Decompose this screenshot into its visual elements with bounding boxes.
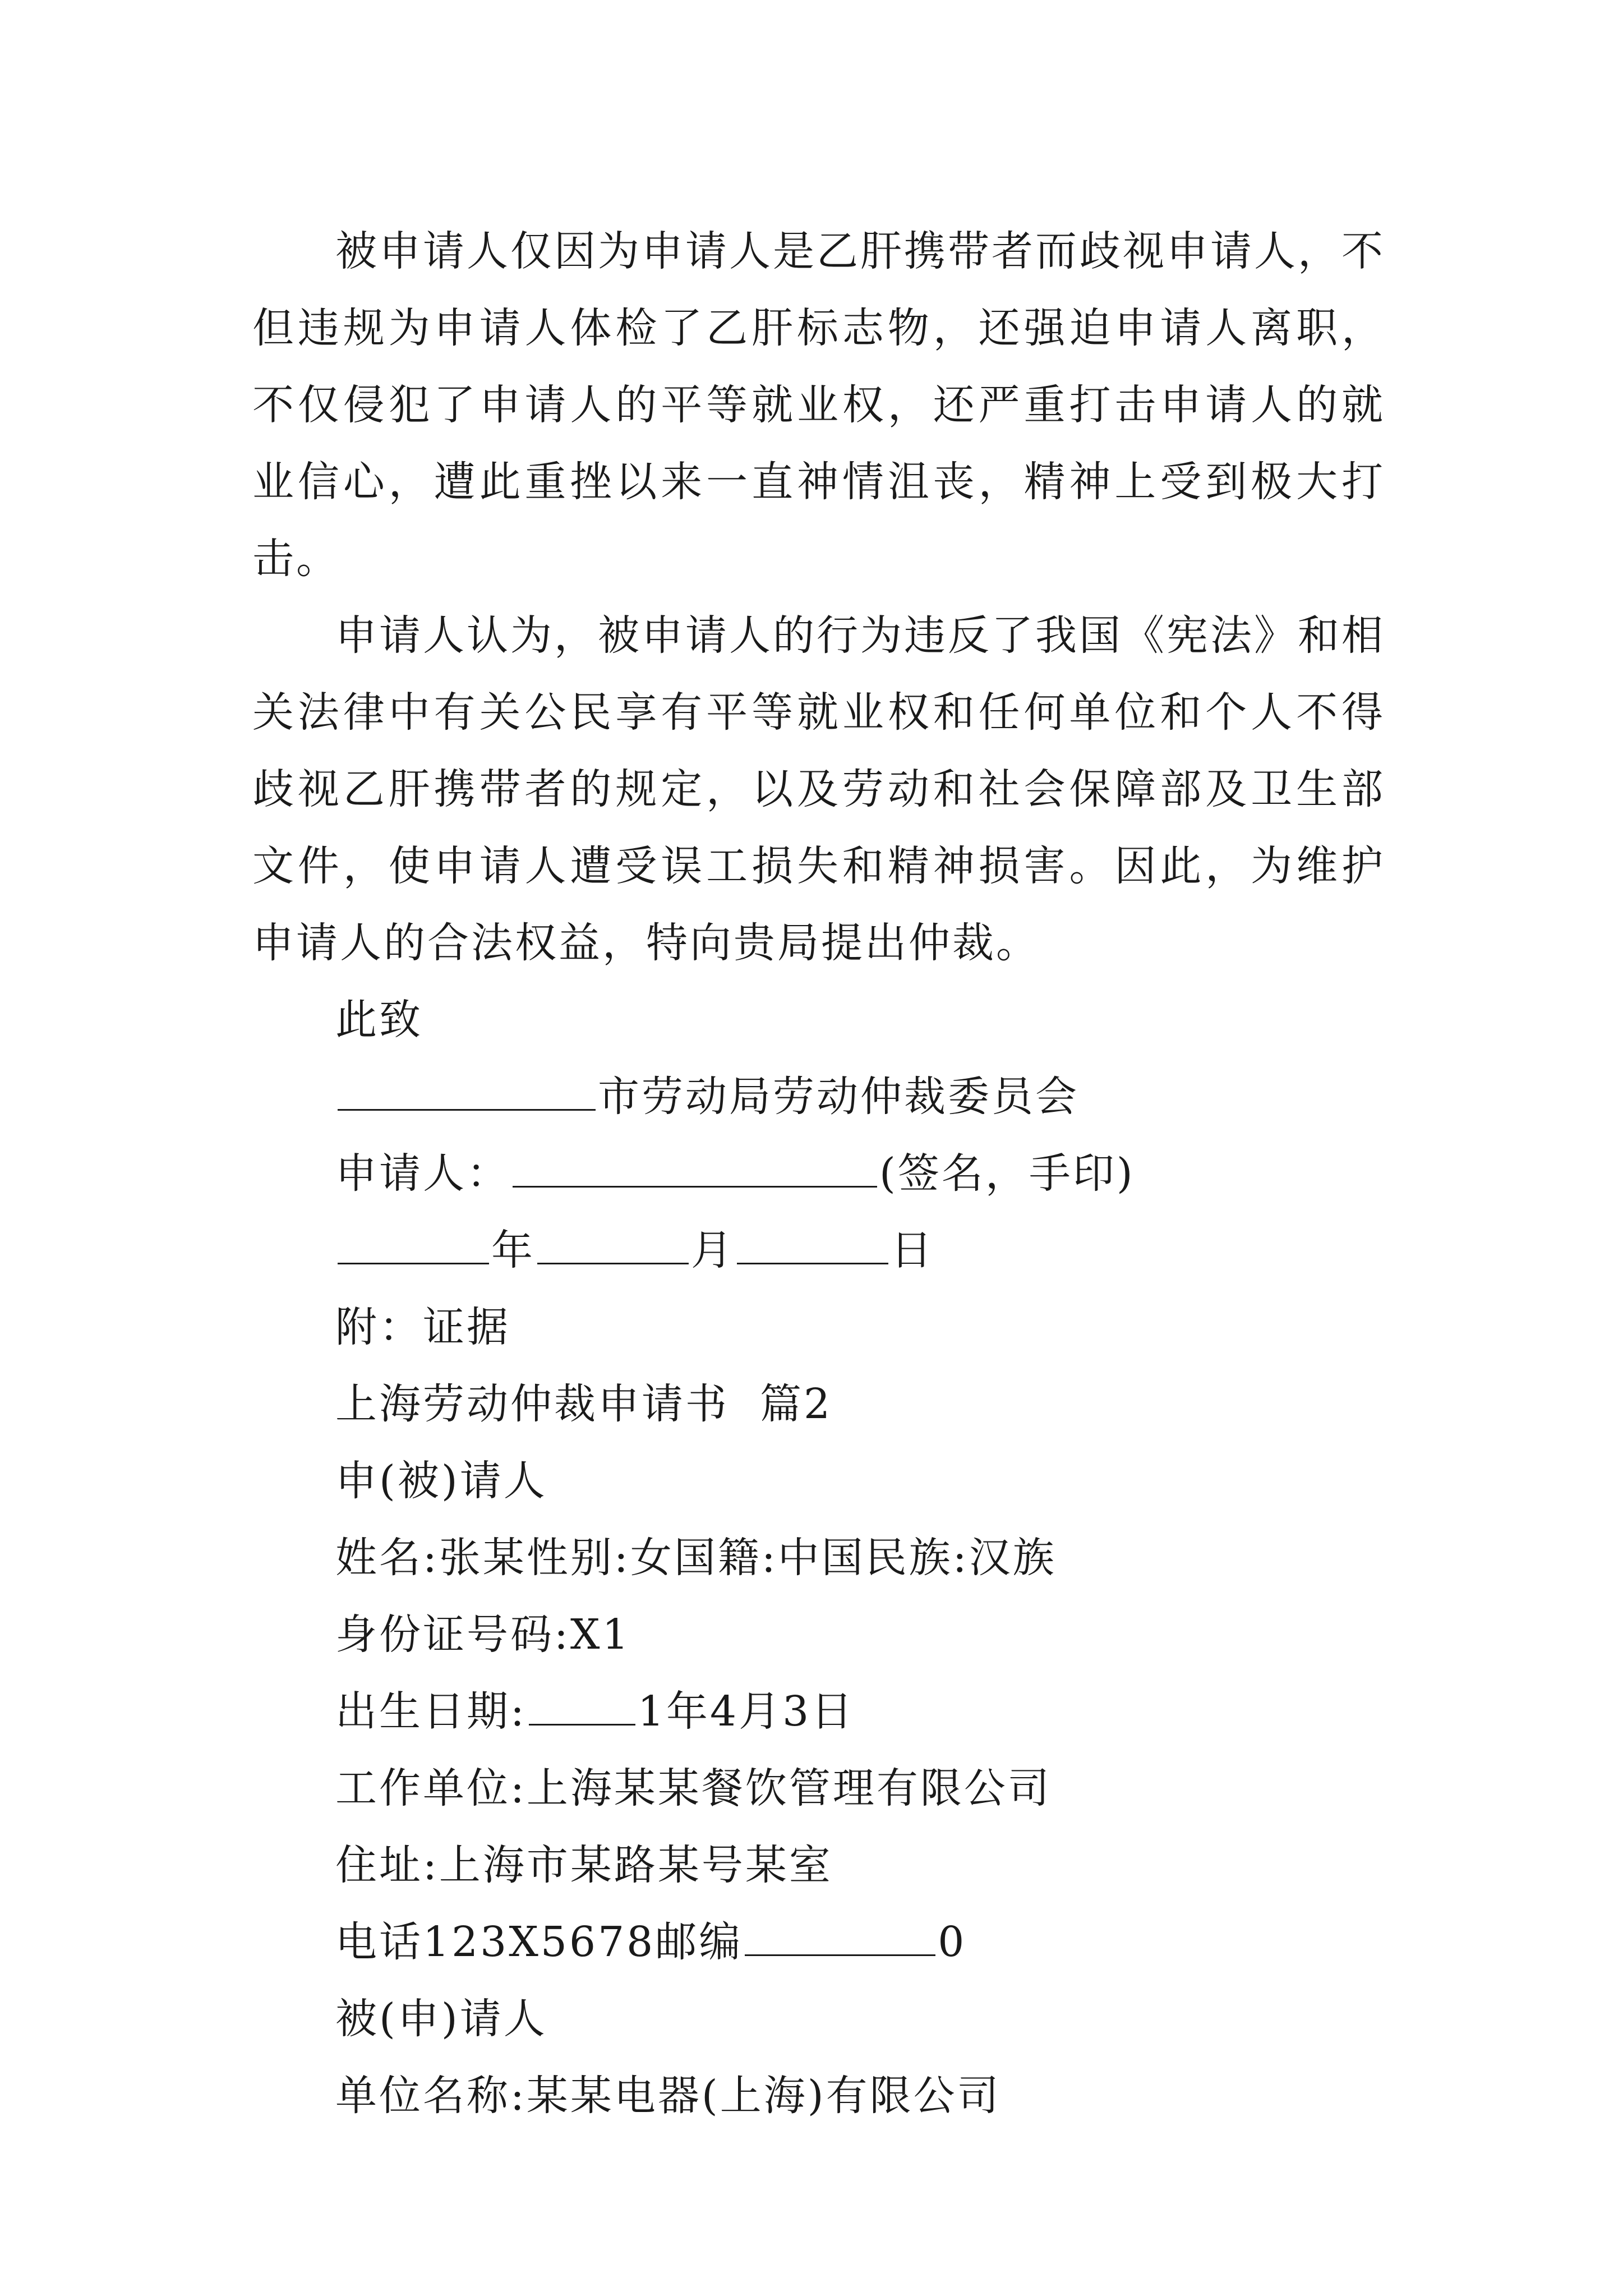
signature-blank [513, 1150, 877, 1188]
section-title: 上海劳动仲裁申请书 篇2 [335, 1380, 833, 1428]
month-blank [537, 1227, 689, 1264]
applicant-label: 申请人： [335, 1149, 510, 1198]
unit-name-line: 单位名称:某某电器(上海)有限公司 [335, 2072, 1001, 2120]
recipient-line [252, 1059, 1385, 1135]
birth-value: 1年4月3日 [637, 1687, 855, 1736]
applicant-signature-line [252, 1135, 1385, 1212]
attachment-line: 附：证据 [335, 1303, 510, 1351]
month-label: 月 [691, 1226, 735, 1274]
year-blank [338, 1227, 489, 1264]
applicant-heading: 申(被)请人 [335, 1457, 547, 1505]
recipient-suffix: 市劳动局劳动仲裁委员会 [598, 1073, 1079, 1121]
salutation: 此致 [335, 996, 423, 1044]
phone-label: 电话123X5678邮编 [335, 1918, 743, 1966]
day-blank [737, 1227, 888, 1264]
phone-line [252, 1904, 1385, 1981]
respondent-heading: 被(申)请人 [335, 1995, 547, 2043]
paragraph-claim: 申请人认为，被申请人的行为违反了我国《宪法》和相关法律中有关公民享有平等就业权和任何单位和个人不得歧视乙肝携带者的规定，以及劳动和社会保障部及卫生部文件，使申请人遭受误工损失和精神损害。因此，为维护申请人的合法权益，特向贵局提出仲裁。 [252, 611, 1385, 967]
postcode-tail: 0 [938, 1918, 967, 1966]
applicant-note: (签名，手印) [879, 1149, 1135, 1198]
day-label: 日 [891, 1226, 934, 1274]
birth-line [252, 1673, 1385, 1750]
postcode-blank [745, 1918, 935, 1956]
address-line: 住址:上海市某路某号某室 [335, 1841, 833, 1889]
year-label: 年 [491, 1226, 535, 1274]
work-unit-line: 工作单位:上海某某餐饮管理有限公司 [335, 1764, 1052, 1812]
name-line: 姓名:张某性别:女国籍:中国民族:汉族 [335, 1534, 1057, 1582]
id-line: 身份证号码:X1 [335, 1611, 631, 1659]
birth-blank [529, 1688, 635, 1726]
paragraph-discrimination: 被申请人仅因为申请人是乙肝携带者而歧视申请人，不但违规为申请人体检了乙肝标志物，还强迫申请人离职，不仅侵犯了申请人的平等就业权，还严重打击申请人的就业信心，遭此重挫以来一直神情沮丧，精神上受到极大打击。 [252, 227, 1385, 583]
recipient-blank [338, 1073, 596, 1111]
date-line [252, 1212, 1385, 1289]
document-page [252, 213, 1385, 2134]
birth-label: 出生日期: [335, 1687, 527, 1736]
